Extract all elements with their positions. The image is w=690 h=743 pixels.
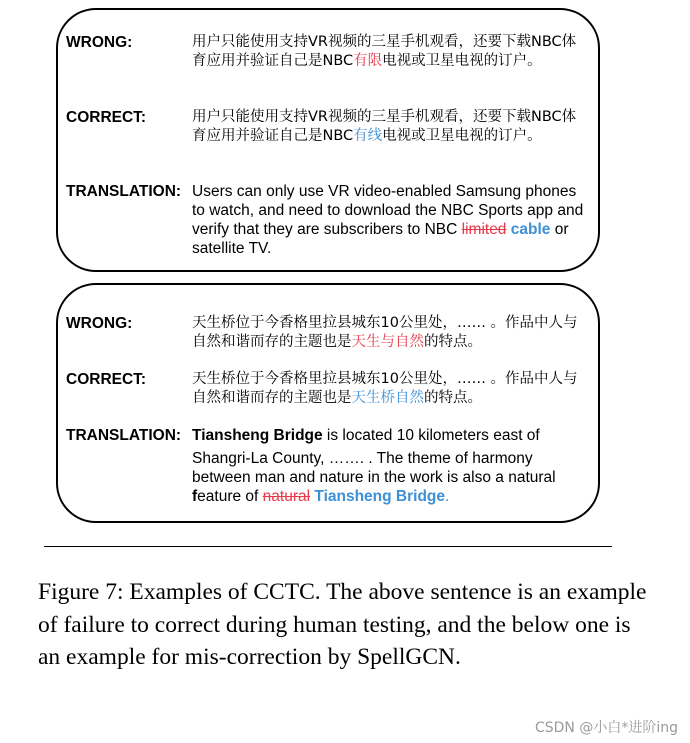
figure-caption: Figure 7: Examples of CCTC. The above sentence is an example of failure to correct during human testing, and the below one is an example for mis-correction by SpellGCN. [38,579,647,670]
wrong-row-2 [66,314,584,352]
struck-word: natural [262,488,311,505]
wrong-label: WRONG: [66,315,133,332]
correct-highlight: 有线 [353,128,383,144]
translation-label: TRANSLATION: [66,427,182,444]
translation-text: Tiansheng Bridge is located 10 kilometers east of Shangri-La County, ……. . The theme of harmony between man and nature in the work is also a natural feature of natural Tiansheng Bridge. [192,427,556,505]
correct-sentence: 用户只能使用支持VR视频的三星手机观看，还要下载NBC体育应用并验证自己是NBC有线电视或卫星电视的订户。 [192,109,577,144]
correct-row-1 [66,108,584,146]
correct-highlight: 天生桥自然 [351,390,424,406]
wrong-row-1 [66,33,584,71]
translation-row-1 [66,182,584,258]
wrong-sentence: 天生桥位于今香格里拉县城东10公里处，…… 。作品中人与自然和谐而存的主题也是天生与自然的特点。 [192,315,578,350]
wrong-label: WRONG: [66,34,133,51]
translation-row-2 [66,426,584,506]
translation-label: TRANSLATION: [66,183,182,200]
corrected-word: Tiansheng Bridge [314,488,446,505]
corrected-word: cable [510,221,551,238]
correct-sentence: 天生桥位于今香格里拉县城东10公里处，…… 。作品中人与自然和谐而存的主题也是天生桥自然的特点。 [192,371,578,406]
divider-rule [44,546,612,547]
wrong-highlight: 有限 [353,53,383,69]
correct-label: CORRECT: [66,109,147,126]
watermark: CSDN @小白*进阶ing [534,720,678,736]
wrong-highlight: 天生与自然 [351,334,424,350]
correct-label: CORRECT: [66,371,147,388]
wrong-sentence: 用户只能使用支持VR视频的三星手机观看，还要下载NBC体育应用并验证自己是NBC有限电视或卫星电视的订户。 [192,34,577,69]
struck-word: limited [461,221,507,238]
correct-row-2 [66,370,584,408]
translation-text: Users can only use VR video-enabled Samsung phones to watch, and need to download the NBC Sports app and verify that they are subscribers to NBC limited cable or satellite TV. [192,183,584,257]
bold-start: Tiansheng Bridge [192,427,323,444]
example-box-1 [56,8,600,272]
example-box-2 [56,283,600,523]
